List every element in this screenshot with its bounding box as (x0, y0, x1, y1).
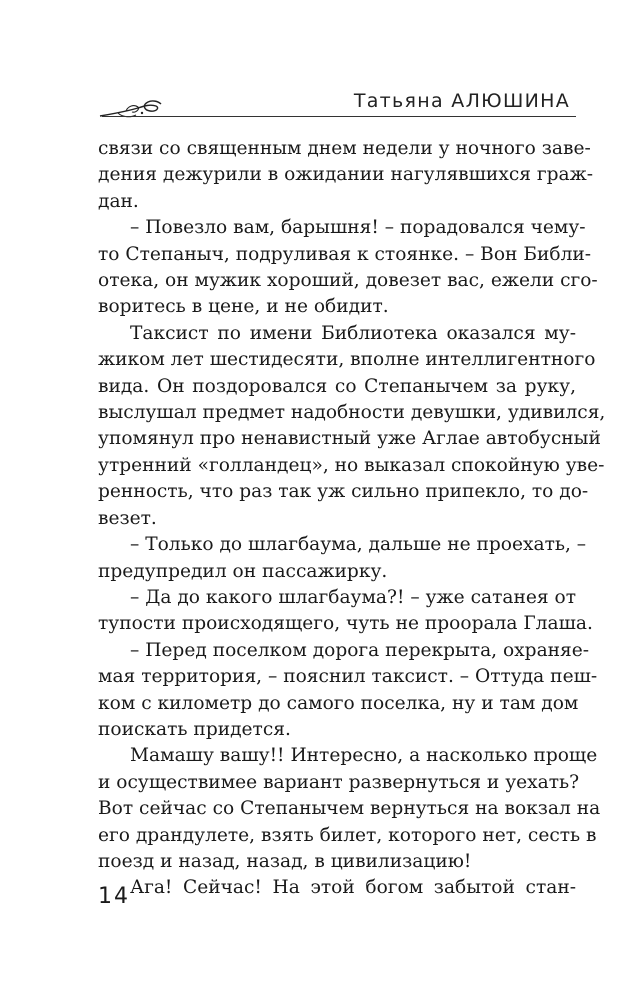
text-line: связи со священным днем недели у ночного заве- (98, 138, 591, 159)
text-line: то Степаныч, подруливая к стоянке. – Вон Библи- (98, 243, 592, 265)
text-block (98, 136, 606, 902)
text-line: ренность, что раз так уж сильно припекло, то до- (98, 481, 589, 503)
text-line: жиком лет шестидесяти, вполне интеллигентного (98, 349, 596, 371)
text-line: дения дежурили в ожидании нагулявшихся граж- (98, 164, 593, 186)
text-line: выслушал предмет надобности девушки, удивился, (98, 402, 606, 424)
text-line: его драндулете, взять билет, которого нет, сесть в (98, 824, 597, 846)
text-line: и осуществимее вариант развернуться и уехать? (98, 771, 580, 793)
text-line: Вот сейчас со Степанычем вернуться на вокзал на (98, 798, 601, 820)
text-line: – Перед поселком дорога перекрыта, охраняе- (130, 639, 590, 661)
text-line: дан. (98, 190, 139, 212)
text-line: Ага! Сейчас! На этой богом забытой стан- (130, 877, 576, 899)
text-line: воритесь в цене, и не обидит. (98, 296, 389, 318)
text-line: – Повезло вам, барышня! – порадовался чему- (130, 217, 586, 239)
text-line: поезд и назад, назад, в цивилизацию! (98, 850, 472, 872)
text-line: мая территория, – пояснил таксист. – Оттуда пеш- (98, 666, 598, 688)
text-line: – Да до какого шлагбаума?! – уже сатанея от (130, 586, 576, 608)
flourish-ornament-icon (98, 94, 168, 122)
page-body-text (98, 136, 606, 902)
text-line: ком с километр до самого поселка, ну и там дом (98, 692, 579, 714)
text-line: отека, он мужик хороший, довезет вас, ежели сго- (98, 270, 598, 292)
author-name: Татьяна АЛЮШИНА (353, 90, 570, 112)
text-line: везет. (98, 507, 157, 529)
text-line: вида. Он поздоровался со Степанычем за руку, (98, 375, 576, 397)
text-line: Мамашу вашу!! Интересно, а насколько проще (130, 745, 598, 767)
text-line: утренний «голландец», но выказал спокойную уве- (98, 454, 605, 476)
page-number: 14 (98, 884, 130, 909)
text-line: поискать придется. (98, 718, 291, 740)
text-line: – Только до шлагбаума, дальше не проехать, – (130, 534, 587, 556)
running-header (98, 88, 576, 122)
text-line: тупости происходящего, чуть не проорала Глаша. (98, 613, 593, 635)
text-line: Таксист по имени Библиотека оказался му- (130, 322, 576, 344)
text-line: упомянул про ненавистный уже Аглае автобусный (98, 428, 601, 450)
header-divider (102, 116, 576, 117)
text-line: предупредил он пассажирку. (98, 560, 388, 582)
